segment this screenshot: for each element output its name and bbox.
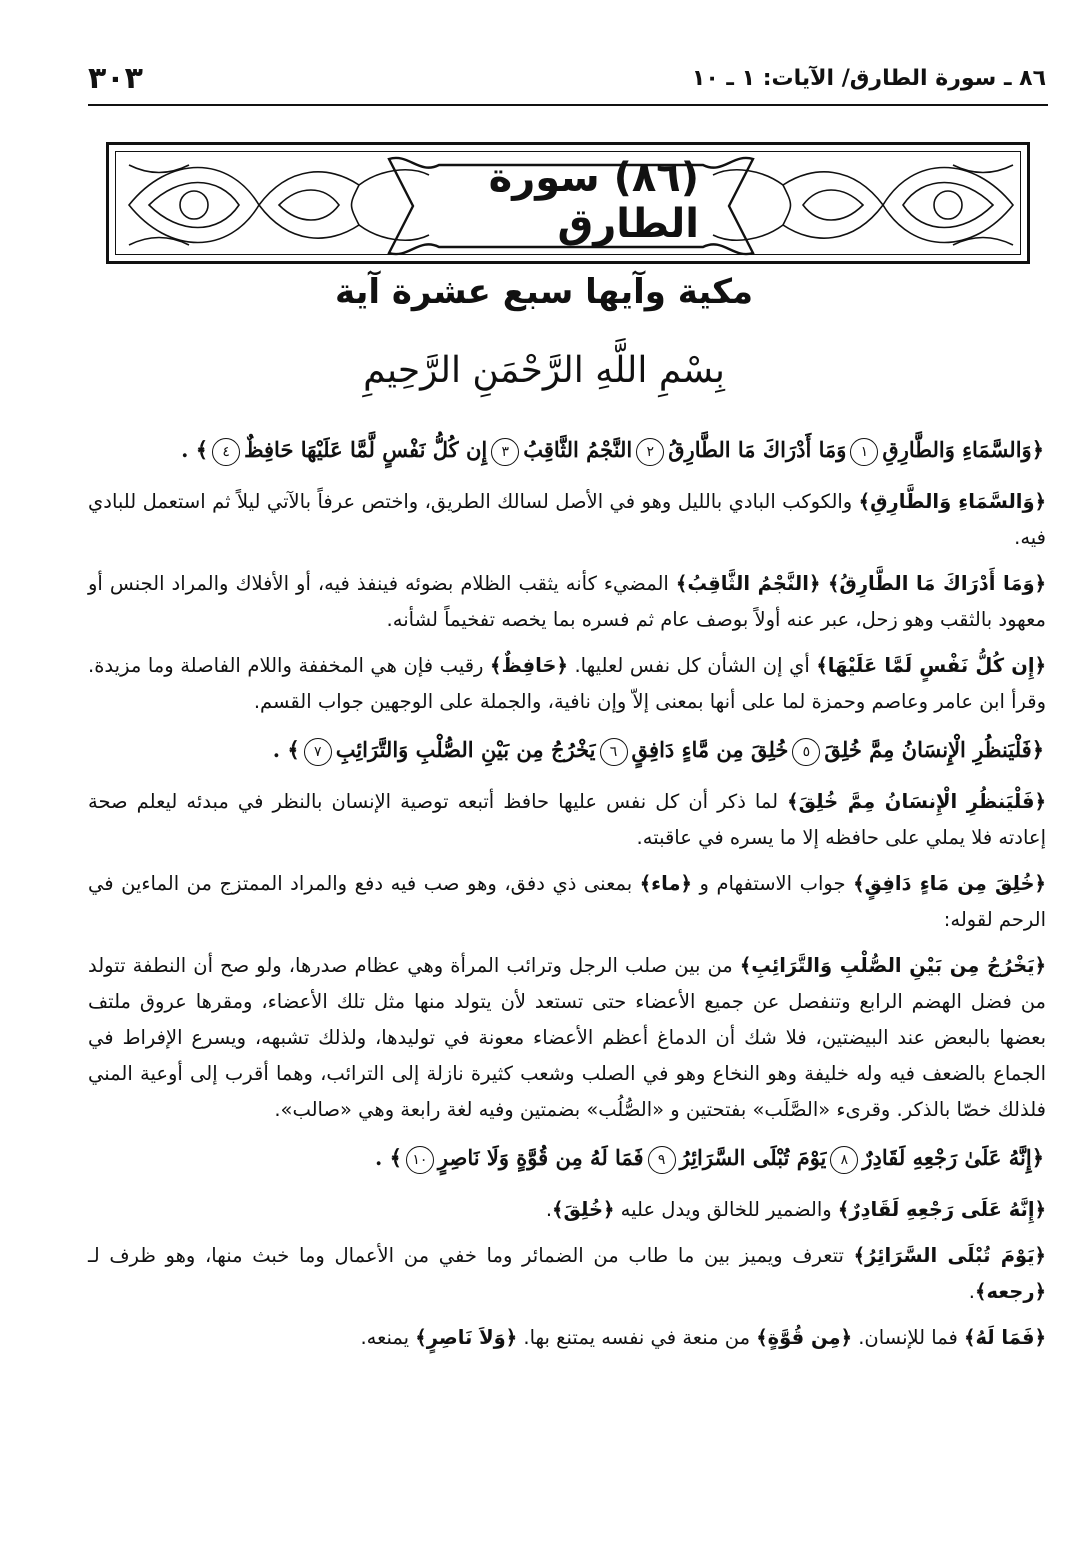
quoted-verse: ماء	[651, 872, 681, 895]
ayah-number-marker: ٩	[648, 1146, 676, 1174]
commentary-text: أي إن الشأن كل نفس لعليها.	[567, 654, 817, 677]
commentary-text: من منعة في نفسه يمتنع بها.	[517, 1326, 757, 1349]
quoted-verse: وَالسَّمَاءِ وَالطَّارِقِ	[870, 490, 1035, 513]
commentary-paragraph: ﴿إِن كُلُّ نَفْسٍ لَمَّا عَلَيْهَا﴾ أي إن الشأن كل نفس لعليها. ﴿حَافِظٌ﴾ رقيب فإن هي المخففة واللام الفاصلة وما مزيدة. وقرأ ابن عامر وعاصم وحمزة لما على أنها بمعنى إلاّ وإن نافية، والجملة على الوجهين جواب القسم.	[88, 654, 1046, 713]
quoted-verse: رجعه	[986, 1280, 1035, 1303]
verse-text: فَمَا لَهُ مِن قُوَّةٍ وَلَا نَاصِرٍ	[437, 1145, 644, 1170]
commentary-text: جواب الاستفهام و	[691, 872, 854, 895]
commentary-text: لما ذكر أن كل نفس عليها حافظ أتبعه توصية الإنسان بالنظر في مبدئه ليعلم صحة إعادته فلا يملي على حافظه إلا ما يسره في عاقبته.	[88, 790, 1046, 849]
commentary-text: المضيء كأنه يثقب الظلام بضوئه فينفذ فيه، أو الأفلاك والمراد الجنس أو معهود بالثقب وهو زحل، عبر عنه أولاً بوصف عام ثم فسره بما يخصه تفخيماً لشأنه.	[88, 572, 1046, 631]
ayah-number-marker: ٦	[600, 738, 628, 766]
verse-text: خُلِقَ مِن مَّاءٍ دَافِقٍ	[631, 737, 789, 762]
commentary-text: فما للإنسان.	[852, 1326, 965, 1349]
commentary-paragraph: ﴿فَمَا لَهُ﴾ فما للإنسان. ﴿مِن قُوَّةٍ﴾ من منعة في نفسه يمتنع بها. ﴿وَلاَ نَاصِرٍ﴾ يمنعه.	[360, 1326, 1046, 1349]
commentary-text: .	[545, 1198, 553, 1221]
header-rule	[88, 104, 1048, 106]
commentary-text: من بين صلب الرجل وترائب المرأة وهي عظام صدرها، ولو صح أن النطفة تتولد من فضل الهضم الرابع وتنفصل عن جميع الأعضاء حتى تستعد لأن يتولد منها مثل تلك الأعضاء، ومقرها عروق ملتف بعضها بالبعض عند البيضتين، فلا شك أن الدماغ أعظم الأعضاء معونة في توليدها، ولذلك تشبهه، ويسرع الإفراط في الجماع بالضعف فيه وله خليفة وهو النخاع وهو في الصلب وشعب كثيرة نازلة إلى الترائب، وهما أقرب إلى أوعية المني فلذلك خصّا بالذكر. وقرىء «الصَّلَب» بفتحتين و «الصُّلُب» بضمتين وفيه لغة رابعة وهي «صالب».	[88, 954, 1046, 1121]
quoted-verse: فَلْيَنظُرِ الْإِنسَانُ مِمَّ خُلِقَ	[798, 790, 1035, 813]
commentary-text: يمنعه.	[360, 1326, 416, 1349]
commentary-paragraph: ﴿يَخْرُجُ مِن بَيْنِ الصُّلْبِ وَالتَّرَائِبِ﴾ من بين صلب الرجل وترائب المرأة وهي عظام صدرها، ولو صح أن النطفة تتولد من فضل الهضم الرابع وتنفصل عن جميع الأعضاء حتى تستعد لأن يتولد منها مثل تلك الأعضاء، ومقرها عروق ملتف بعضها بالبعض عند البيضتين، فلا شك أن الدماغ أعظم الأعضاء معونة في توليدها، ولذلك تشبهه، ويسرع الإفراط في الجماع بالضعف فيه وله خليفة وهو النخاع وهو في الصلب وشعب كثيرة نازلة إلى الترائب، وهما أقرب إلى أوعية المني فلذلك خصّا بالذكر. وقرىء «الصَّلَب» بفتحتين و «الصُّلُب» بضمتين وفيه لغة رابعة وهي «صالب».	[88, 954, 1046, 1121]
commentary-text: رقيب فإن هي المخففة واللام الفاصلة وما مزيدة. وقرأ ابن عامر وعاصم وحمزة لما على أنها بمعنى إلاّ وإن نافية، والجملة على الوجهين جواب القسم.	[88, 654, 1046, 713]
commentary-text: بمعنى ذي دفق، وهو صب فيه دفع والمراد الممتزج من الماءين في الرحم لقوله:	[88, 872, 1046, 931]
basmala: بِسْمِ اللَّهِ الرَّحْمَنِ الرَّحِيمِ	[363, 350, 725, 391]
page-number: ٣٠٣	[88, 60, 143, 96]
running-title: ٨٦ ـ سورة الطارق/ الآيات: ١ ـ ١٠	[691, 65, 1046, 91]
ayah-number-marker: ٣	[491, 438, 519, 466]
verse-text: إِنَّهُ عَلَىٰ رَجْعِهِ لَقَادِرٌ	[862, 1145, 1032, 1170]
quoted-verse: خُلِقَ	[563, 1198, 604, 1221]
commentary-text: .	[968, 1280, 975, 1303]
ayah-number-marker: ٧	[304, 738, 332, 766]
quoted-verse: حَافِظٌ	[501, 654, 557, 677]
quoted-verse: وَمَا أَدْرَاكَ مَا الطَّارِقُ	[839, 572, 1035, 595]
quoted-verse: يَوْمَ تُبْلَى السَّرَائِرُ	[865, 1244, 1035, 1267]
verse-block-1-4: ﴿وَالسَّمَاءِ وَالطَّارِقِ١وَمَا أَدْرَاكَ مَا الطَّارِقُ٢النَّجْمُ الثَّاقِبُ٣إِن كُلُّ نَفْسٍ لَّمَّا عَلَيْهَا حَافِظٌ٤﴾ .	[88, 430, 1046, 470]
verse-text: يَوْمَ تُبْلَى السَّرَائِرُ	[679, 1145, 827, 1170]
quoted-verse: النَّجْمُ الثَّاقِبُ	[687, 572, 809, 595]
commentary-paragraph: ﴿خُلِقَ مِن مَاءٍ دَافِقٍ﴾ جواب الاستفهام و ﴿ماء﴾ بمعنى ذي دفق، وهو صب فيه دفع والمراد الممتزج من الماءين في الرحم لقوله:	[88, 872, 1046, 931]
commentary-paragraph: ﴿يَوْمَ تُبْلَى السَّرَائِرُ﴾ تتعرف ويميز بين ما طاب من الضمائر وما خفي من الأعمال وما خبث منها، وهو ظرف لـ ﴿رجعه﴾.	[88, 1244, 1046, 1303]
commentary-text: تتعرف ويميز بين ما طاب من الضمائر وما خفي من الأعمال وما خبث منها، وهو ظرف لـ	[88, 1244, 854, 1267]
ayah-number-marker: ١	[850, 438, 878, 466]
verse-block-5-7: ﴿فَلْيَنظُرِ الْإِنسَانُ مِمَّ خُلِقَ٥خُلِقَ مِن مَّاءٍ دَافِقٍ٦يَخْرُجُ مِن بَيْنِ الصُّلْبِ وَالتَّرَائِبِ٧﴾ .	[88, 730, 1046, 770]
surah-title: (٨٦) سورة الطارق	[488, 155, 699, 247]
surah-banner	[106, 142, 1030, 264]
commentary-paragraph: ﴿إِنَّهُ عَلَى رَجْعِهِ لَقَادِرٌ﴾ والضمير للخالق ويدل عليه ﴿خُلِقَ﴾.	[545, 1198, 1046, 1221]
surah-subtitle: مكية وآيها سبع عشرة آية	[334, 272, 754, 312]
quoted-verse: إِن كُلُّ نَفْسٍ لَمَّا عَلَيْهَا	[827, 654, 1035, 677]
verse-text: إِن كُلُّ نَفْسٍ لَّمَّا عَلَيْهَا حَافِظٌ	[244, 437, 488, 462]
quoted-verse: إِنَّهُ عَلَى رَجْعِهِ لَقَادِرٌ	[849, 1198, 1035, 1221]
quoted-verse: مِن قُوَّةٍ	[767, 1326, 841, 1349]
commentary-paragraph: ﴿فَلْيَنظُرِ الْإِنسَانُ مِمَّ خُلِقَ﴾ لما ذكر أن كل نفس عليها حافظ أتبعه توصية الإنسان بالنظر في مبدئه ليعلم صحة إعادته فلا يملي على حافظه إلا ما يسره في عاقبته.	[88, 790, 1046, 849]
quoted-verse: يَخْرُجُ مِن بَيْنِ الصُّلْبِ وَالتَّرَائِبِ	[751, 954, 1035, 977]
verse-block-8-10: ﴿إِنَّهُ عَلَىٰ رَجْعِهِ لَقَادِرٌ٨يَوْمَ تُبْلَى السَّرَائِرُ٩فَمَا لَهُ مِن قُوَّةٍ وَلَا نَاصِرٍ١٠﴾ .	[88, 1138, 1046, 1178]
quoted-verse: فَمَا لَهُ	[975, 1326, 1035, 1349]
ayah-number-marker: ٥	[792, 738, 820, 766]
commentary-paragraph: ﴿وَالسَّمَاءِ وَالطَّارِقِ﴾ والكوكب البادي بالليل وهو في الأصل لسالك الطريق، واختص عرفاً بالآتي ليلاً ثم استعمل للبادي فيه.	[88, 490, 1047, 549]
quoted-verse: خُلِقَ مِن مَاءٍ دَافِقٍ	[864, 872, 1035, 895]
ayah-number-marker: ٤	[212, 438, 240, 466]
verse-text: يَخْرُجُ مِن بَيْنِ الصُّلْبِ وَالتَّرَائِبِ	[335, 737, 596, 762]
commentary-text: والضمير للخالق ويدل عليه	[614, 1198, 838, 1221]
commentary-paragraph: ﴿وَمَا أَدْرَاكَ مَا الطَّارِقُ﴾ ﴿النَّجْمُ الثَّاقِبُ﴾ المضيء كأنه يثقب الظلام بضوئه فينفذ فيه، أو الأفلاك والمراد الجنس أو معهود بالثقب وهو زحل، عبر عنه أولاً بوصف عام ثم فسره بما يخصه تفخيماً لشأنه.	[88, 572, 1046, 631]
ayah-number-marker: ١٠	[406, 1146, 434, 1174]
verse-text: فَلْيَنظُرِ الْإِنسَانُ مِمَّ خُلِقَ	[824, 737, 1032, 762]
quoted-verse: وَلاَ نَاصِرٍ	[426, 1326, 506, 1349]
verse-text: وَالسَّمَاءِ وَالطَّارِقِ	[882, 437, 1032, 462]
verse-text: وَمَا أَدْرَاكَ مَا الطَّارِقُ	[668, 437, 847, 462]
ayah-number-marker: ٢	[636, 438, 664, 466]
page-header	[88, 58, 1046, 98]
commentary-text: والكوكب البادي بالليل وهو في الأصل لسالك الطريق، واختص عرفاً بالآتي ليلاً ثم استعمل للبادي فيه.	[88, 490, 1046, 549]
ayah-number-marker: ٨	[830, 1146, 858, 1174]
verse-text: النَّجْمُ الثَّاقِبُ	[523, 437, 633, 462]
tafsir-body	[88, 430, 1046, 1366]
